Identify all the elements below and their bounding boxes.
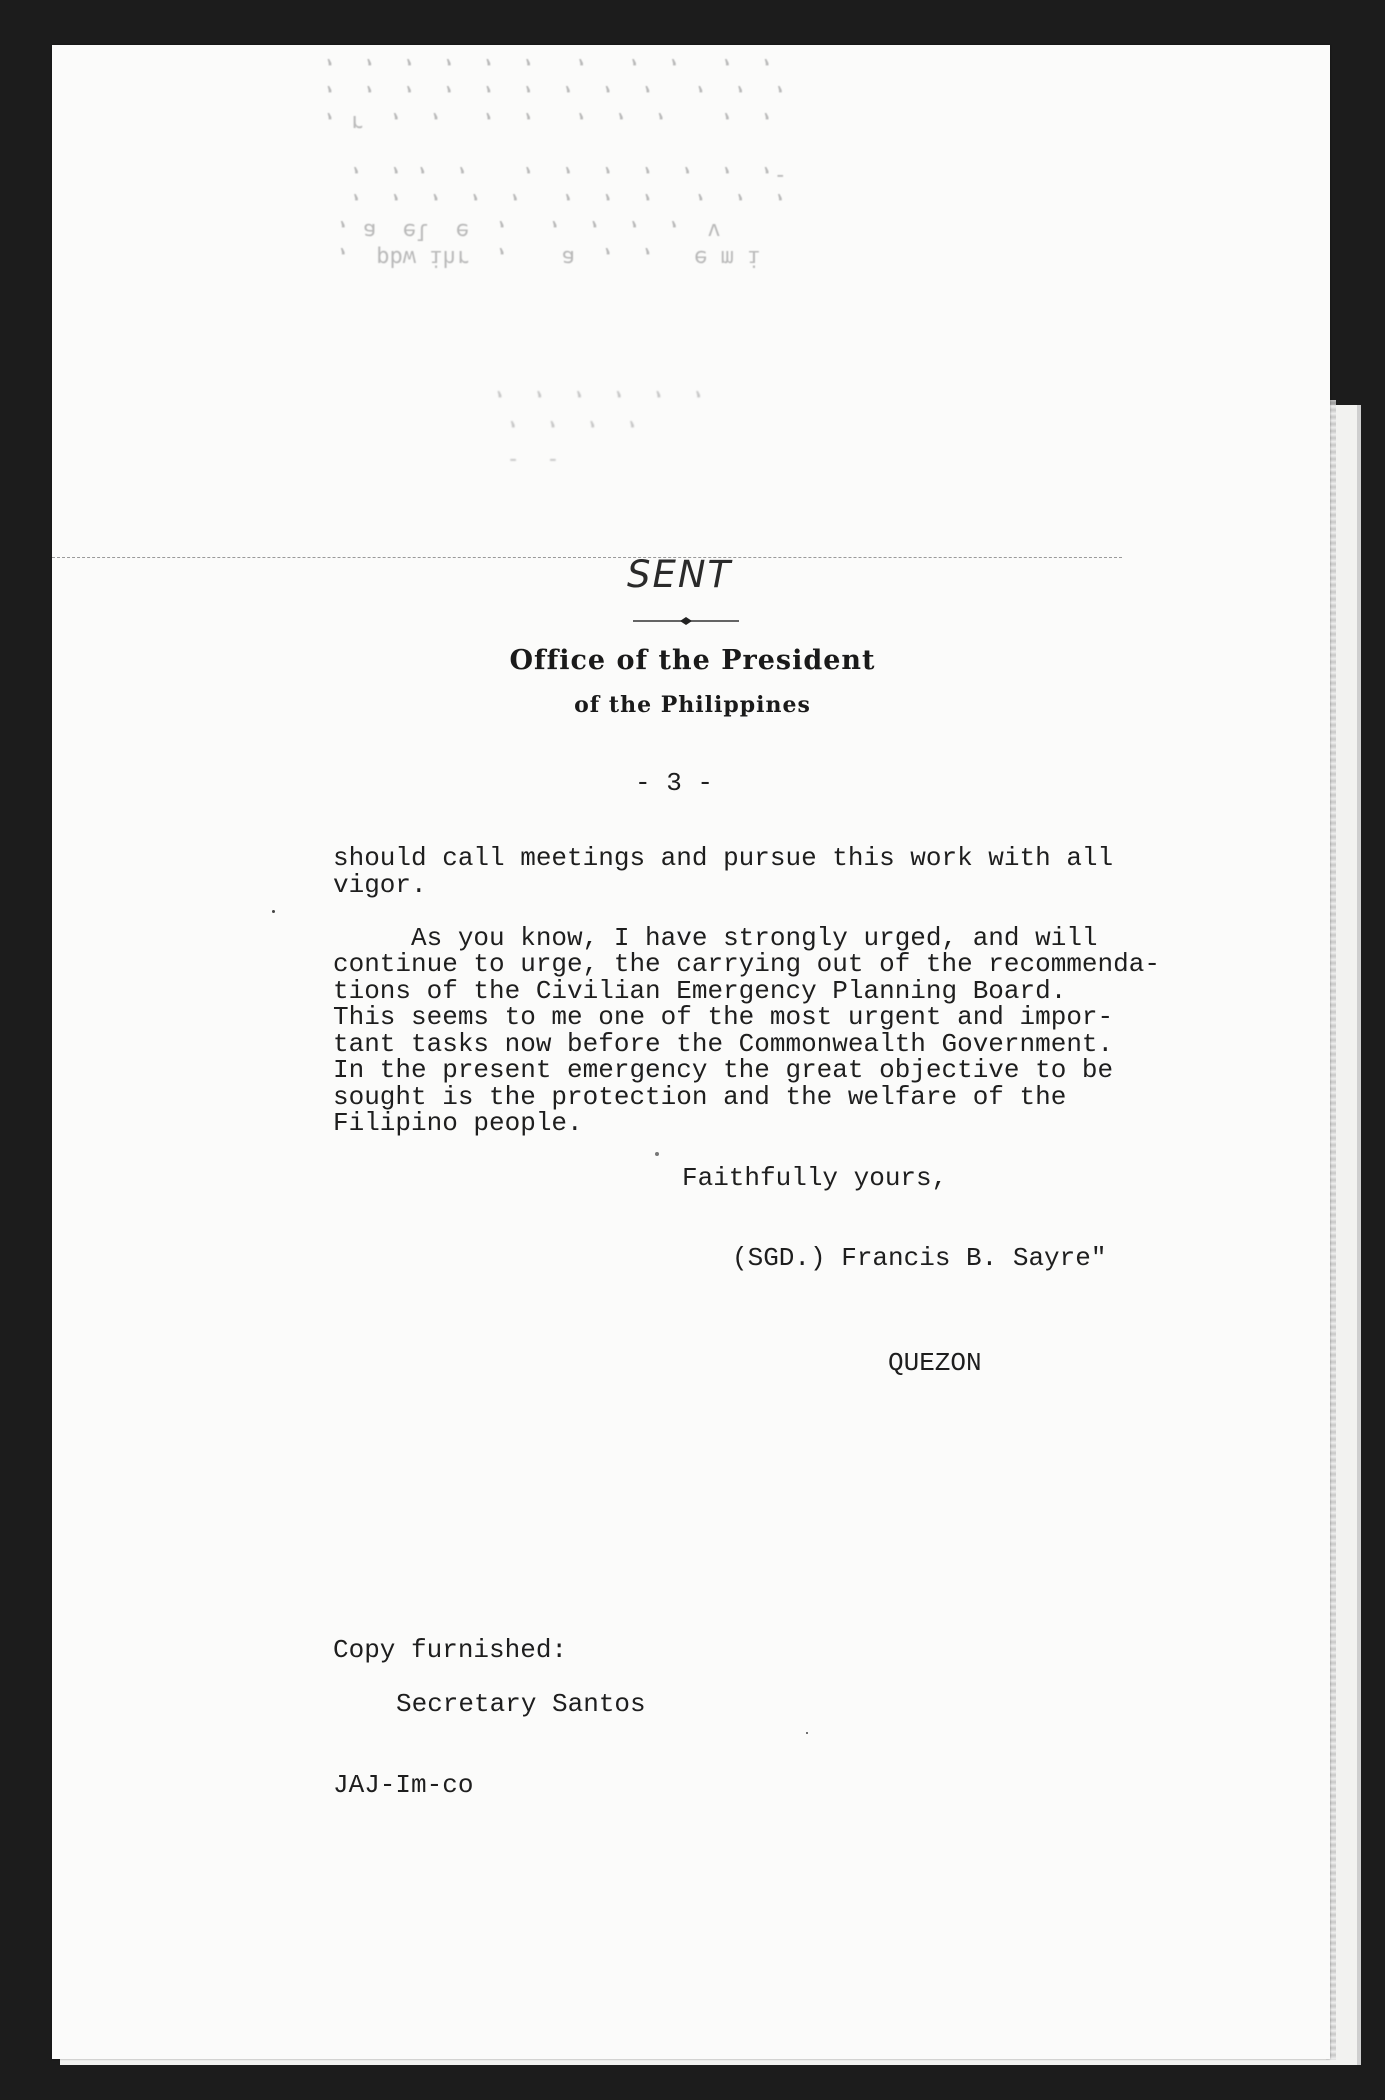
ink-speck (806, 1732, 808, 1734)
sent-stamp: SENT (627, 553, 733, 596)
signer-name: QUEZON (888, 1348, 982, 1378)
letterhead-country: of the Philippines (574, 692, 811, 718)
bleed-line: , a el e , , , , , v (310, 218, 801, 243)
bleed-line (310, 136, 1150, 163)
closing-salutation: Faithfully yours, (682, 1163, 948, 1193)
ink-speck (272, 910, 275, 913)
bleed-through-text (310, 55, 1150, 298)
letter-body: should call meetings and pursue this work with all vigor. As you know, I have strongly urged, and will continue to urge, the carrying out of the recommenda- tions of the Civilian Emergency Planning Board. This seems to me one of the most urgent and impor- tant tasks now before the Commonwealth Government. In the present emergency the great objective to be sought is the protection and the welfare of the Filipino people. (333, 843, 1160, 1138)
page-number: - 3 - (635, 768, 714, 798)
ornament-divider (633, 615, 739, 627)
bleed-line: , , , , , , , , , , , (310, 191, 787, 216)
letterhead-office: Office of the President (509, 645, 876, 676)
fold-line (52, 557, 1122, 558)
bleed-line: - - (480, 448, 560, 473)
bleed-line: , , , , , , , , , , , , (310, 83, 787, 108)
bleed-line: , , , , , , , , , , , (310, 56, 774, 81)
signature-line: (SGD.) Francis B. Sayre" (732, 1243, 1107, 1273)
ink-speck (655, 1152, 659, 1156)
bleed-line: , , , , (480, 418, 639, 443)
reference-initials: JAJ-Im-co (333, 1770, 474, 1800)
bleed-line (310, 271, 1150, 298)
bleed-line: , , , , , , , , , , ,- (310, 164, 787, 189)
bleed-through-lower (480, 385, 705, 475)
bleed-line: , pbw ihr , a , , e m i (310, 245, 761, 270)
copy-furnished-label: Copy furnished: (333, 1635, 568, 1665)
bleed-line: , , , , , , (480, 388, 706, 413)
bleed-line: , r , , , , , , , , , (310, 110, 774, 135)
copy-recipient: Secretary Santos (396, 1689, 646, 1719)
